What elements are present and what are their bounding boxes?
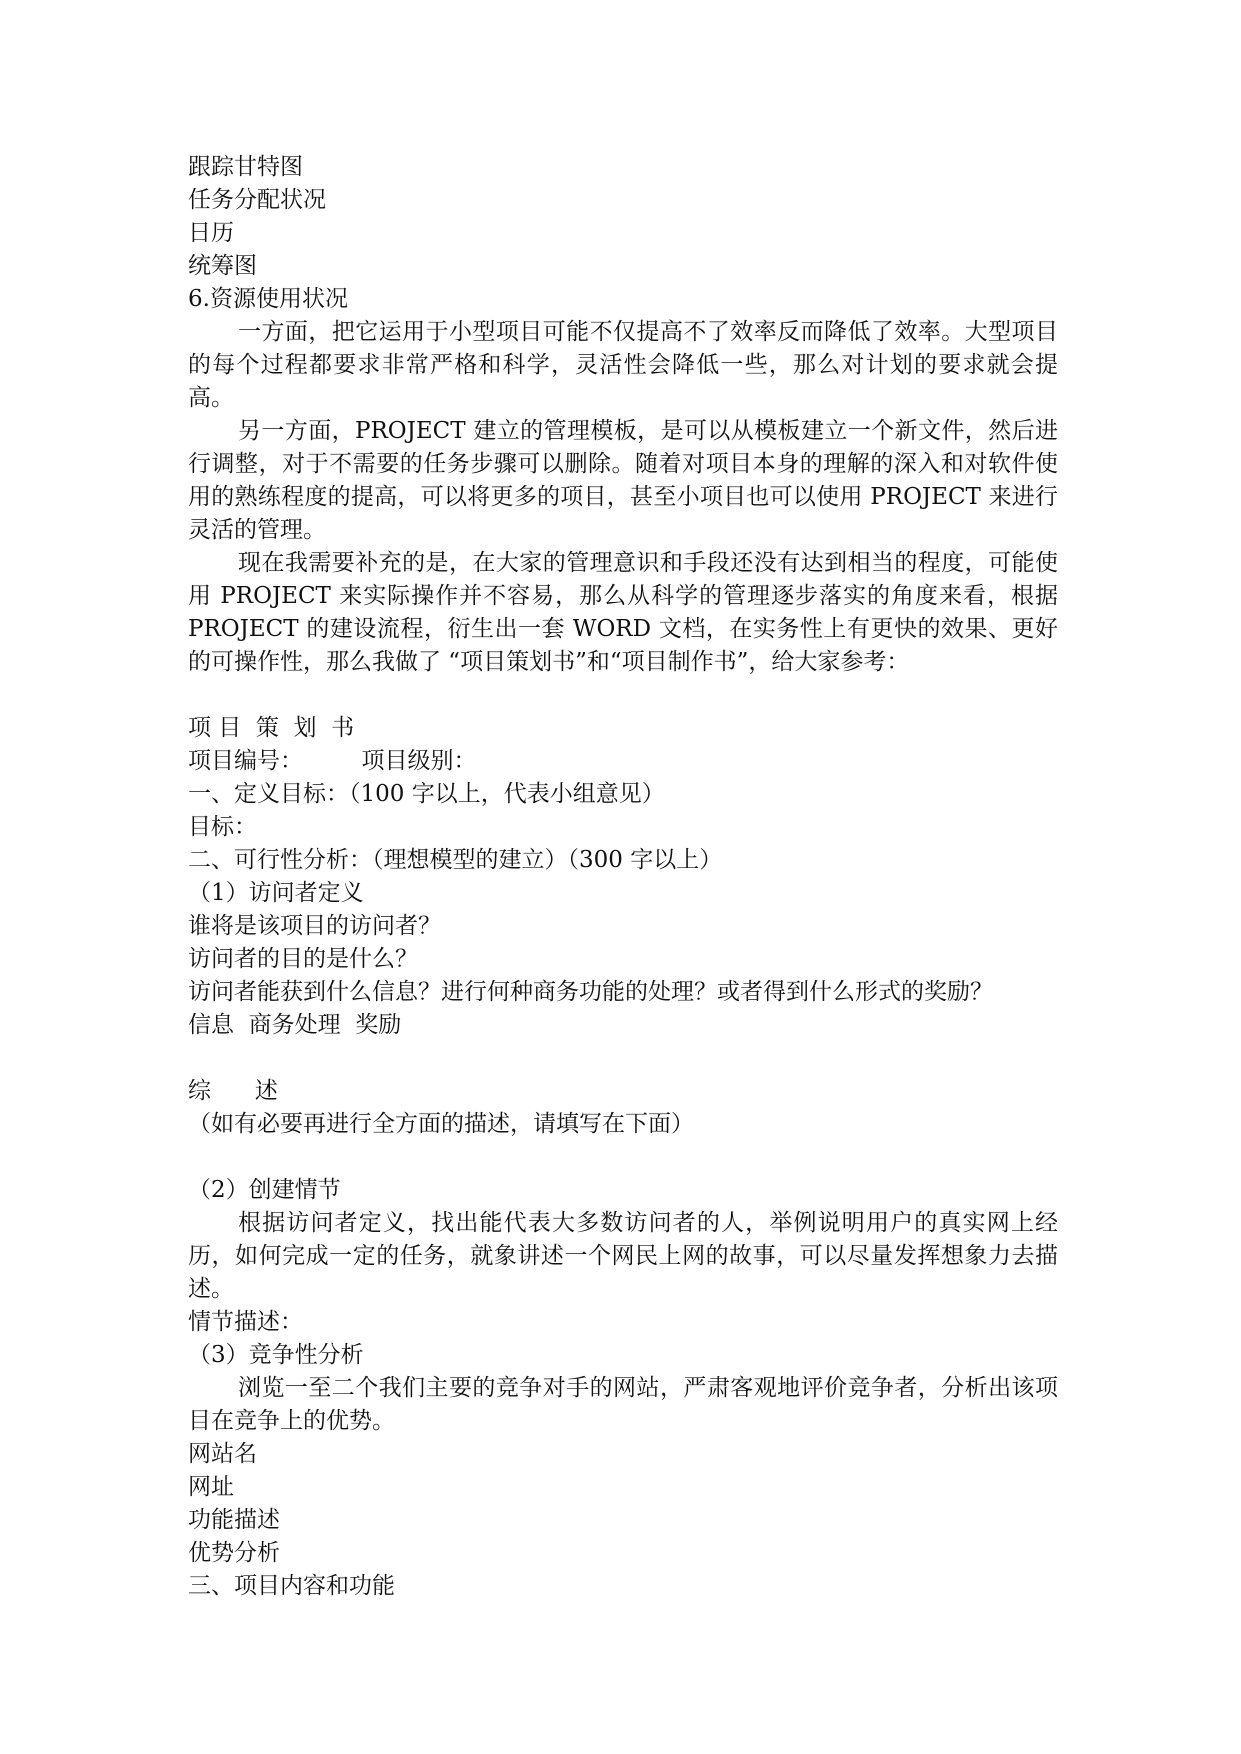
subsection-competition: （3）竞争性分析 — [188, 1342, 364, 1368]
section-content-function: 三、项目内容和功能 — [188, 1573, 395, 1599]
summary-note: （如有必要再进行全方面的描述，请填写在下面） — [188, 1111, 694, 1137]
paragraph-scenario: 根据访问者定义，找出能代表大多数访问者的人，举例说明用户的真实网上经历，如何完成一定的任务，就象讲述一个网民上网的故事，可以尽量发挥想象力去描述。 — [188, 1210, 1058, 1302]
goal-label: 目标： — [188, 814, 257, 840]
question-what: 访问者能获到什么信息？进行何种商务功能的处理？或者得到什么形式的奖励？ — [188, 979, 993, 1005]
list-item-task-allocation: 任务分配状况 — [188, 187, 326, 213]
scenario-label: 情节描述： — [188, 1309, 303, 1335]
list-item-gantt: 跟踪甘特图 — [188, 154, 303, 180]
paragraph-other-side: 另一方面，PROJECT 建立的管理模板，是可以从模板建立一个新文件，然后进行调整，对于不需要的任务步骤可以删除。随着对项目本身的理解的深入和对软件使用的熟练程度的提高，可以将更多的项目，甚至小项目也可以使用 PROJECT 来进行灵活的管理。 — [188, 418, 1058, 543]
document-body — [188, 151, 1058, 1603]
field-function: 功能描述 — [188, 1507, 280, 1533]
list-item-pert: 统筹图 — [188, 253, 257, 279]
list-item-calendar: 日历 — [188, 220, 234, 246]
spacer — [188, 679, 1058, 712]
paragraph-one-side: 一方面，把它运用于小型项目可能不仅提高不了效率反而降低了效率。大型项目的每个过程都要求非常严格和科学，灵活性会降低一些，那么对计划的要求就会提高。 — [188, 319, 1058, 411]
category-headings: 信息 商务处理 奖励 — [188, 1012, 402, 1038]
plan-title: 项 目 策 划 书 — [188, 715, 355, 741]
field-url: 网址 — [188, 1474, 234, 1500]
field-advantage: 优势分析 — [188, 1540, 280, 1566]
question-who: 谁将是该项目的访问者？ — [188, 913, 441, 939]
list-item-resource-usage: 6.资源使用状况 — [188, 286, 348, 312]
summary-title: 综 述 — [188, 1078, 278, 1104]
question-purpose: 访问者的目的是什么？ — [188, 946, 418, 972]
subsection-visitor-definition: （1）访问者定义 — [188, 880, 364, 906]
section-feasibility: 二、可行性分析：（理想模型的建立）（300 字以上） — [188, 847, 723, 873]
spacer — [188, 1141, 1058, 1174]
paragraph-supplement: 现在我需要补充的是，在大家的管理意识和手段还没有达到相当的程度，可能使用 PROJECT 来实际操作并不容易，那么从科学的管理逐步落实的角度来看，根据 PROJECT 的建设流程，衍生出一套 WORD 文档，在实务性上有更快的效果、更好的可操作性，那么我做了 “项目策划书”和“项目制作书”，给大家参考： — [188, 550, 1058, 675]
plan-meta: 项目编号： 项目级别： — [188, 748, 477, 774]
subsection-create-scenario: （2）创建情节 — [188, 1177, 341, 1203]
field-site-name: 网站名 — [188, 1441, 257, 1467]
paragraph-competition: 浏览一至二个我们主要的竞争对手的网站，严肃客观地评价竞争者，分析出该项目在竞争上的优势。 — [188, 1375, 1058, 1434]
spacer — [188, 1042, 1058, 1075]
section-define-goal: 一、定义目标：（100 字以上，代表小组意见） — [188, 781, 665, 807]
